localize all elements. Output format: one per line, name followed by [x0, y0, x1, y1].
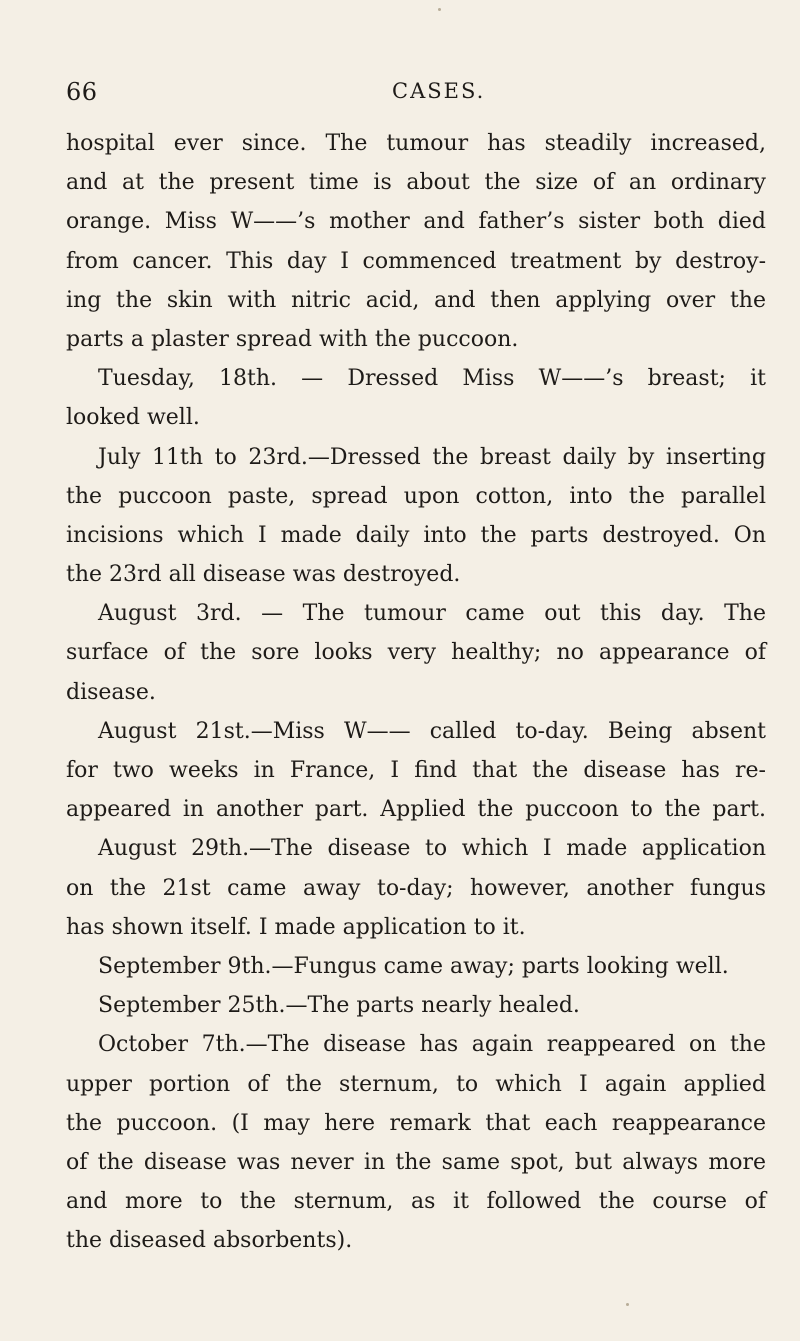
- text-line: from cancer. This day I commenced treatment by destroy-: [66, 248, 766, 274]
- text-line: and more to the sternum, as it followed the course of: [66, 1189, 766, 1215]
- text-line: on the 21st came away to-day; however, another fungus: [66, 875, 766, 901]
- text-line: the diseased absorbents).: [66, 1228, 353, 1254]
- text-line: disease.: [66, 679, 156, 705]
- text-line: the puccoon. (I may here remark that each reappearance: [66, 1110, 766, 1136]
- text-line: Tuesday, 18th. — Dressed Miss W——’s breast; it: [98, 366, 766, 392]
- text-line: appeared in another part. Applied the puccoon to the part.: [66, 797, 766, 823]
- text-line: September 25th.—The parts nearly healed.: [98, 993, 580, 1019]
- text-line: August 3rd. — The tumour came out this day. The: [98, 601, 766, 627]
- text-line: ing the skin with nitric acid, and then applying over the: [66, 287, 766, 313]
- text-line: has shown itself. I made application to it.: [66, 914, 526, 940]
- text-line: September 9th.—Fungus came away; parts looking well.: [98, 953, 729, 979]
- running-head: CASES.: [392, 79, 486, 103]
- page-header: [66, 78, 766, 114]
- text-line: July 11th to 23rd.—Dressed the breast daily by inserting: [98, 444, 766, 470]
- page-number: 66: [66, 78, 98, 106]
- text-line: of the disease was never in the same spot, but always more: [66, 1149, 766, 1175]
- text-line: the 23rd all disease was destroyed.: [66, 562, 461, 588]
- text-line: August 21st.—Miss W—— called to-day. Being absent: [98, 718, 766, 744]
- paper-speck: [438, 8, 441, 11]
- text-line: upper portion of the sternum, to which I again applied: [66, 1071, 766, 1097]
- body-text: [66, 124, 766, 1260]
- text-line: August 29th.—The disease to which I made application: [98, 836, 766, 862]
- text-line: the puccoon paste, spread upon cotton, into the parallel: [66, 483, 766, 509]
- paper-speck: [626, 1303, 629, 1306]
- text-line: and at the present time is about the size of an ordinary: [66, 170, 766, 196]
- text-line: looked well.: [66, 405, 200, 431]
- text-line: incisions which I made daily into the parts destroyed. On: [66, 522, 766, 548]
- text-line: for two weeks in France, I find that the disease has re-: [66, 758, 766, 783]
- text-line: parts a plaster spread with the puccoon.: [66, 326, 519, 352]
- text-line: October 7th.—The disease has again reappeared on the: [98, 1032, 766, 1058]
- text-line: surface of the sore looks very healthy; no appearance of: [66, 640, 766, 666]
- text-line: orange. Miss W——’s mother and father’s sister both died: [66, 209, 766, 235]
- text-line: hospital ever since. The tumour has steadily increased,: [66, 131, 766, 156]
